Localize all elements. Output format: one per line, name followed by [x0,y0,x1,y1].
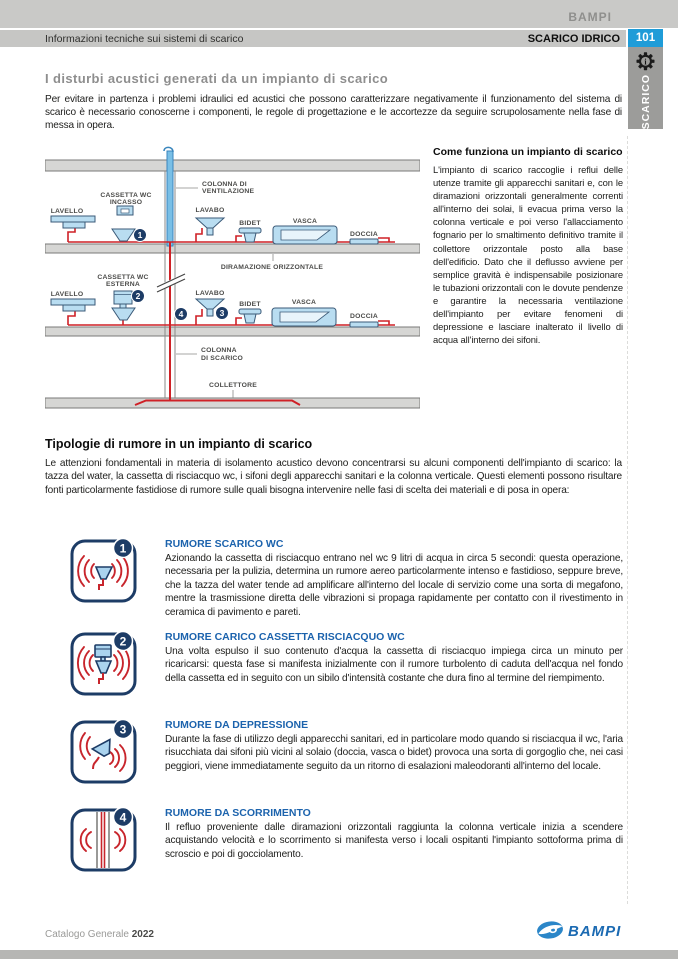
badge-1: 1 [137,230,143,240]
noise-item-3 [45,717,623,792]
drainage-system-diagram [45,146,420,414]
external-cistern-tank [114,291,132,304]
noise-item-3-text [165,717,623,792]
noise-item-1-body: Azionando la cassetta di risciacquo entrano nel wc 9 litri di acqua in circa 5 secondi: questa operazione, necessaria per la pulizia, determina un rumore aereo particolarmente intenso e fastidioso, seppure breve, che la tazza del water tende ad amplificare all'interno del locale di servizio come una sorta di megafono, mentre la trasmissione diretta delle vibrazioni si propaga rapidamente per contatto con il rivestimento in ceramica di pavimento e pareti. [165,553,623,618]
intro-paragraph: Per evitare in partenza i problemi idraulici ed acustici che possono caratterizzare negativamente il funzionamento del sistema di scarico è necessario conoscerne i componenti, le regole di progettazione e le accortezze da seguire scrupolosamente nella fase di messa in opera. [45,94,622,131]
sidebar-tab-scarico [628,47,663,129]
noise-section-intro: Le attenzioni fondamentali in materia di isolamento acustico devono concentrarsi su alcuni componenti dell'impianto di scarico: la tazza del water, la cassetta di risciacquo wc, i sifoni degli apparecchi sanitari e la colonna verticale. Questi elementi possono risultare fonti particolarmente fastidiose di rumore sulle quali bisogna intervenire nelle fasi di scelta dei materiali e di posa in opera: [45,458,622,496]
badge-2: 2 [135,291,141,301]
bottom-gray-band [0,950,678,959]
label-lavello-2: LAVELLO [50,291,84,298]
noise-item-1 [45,536,623,619]
bidet-fixture [239,309,261,314]
noise-item-4-title: RUMORE DA SCORRIMENTO [165,807,311,819]
wc-bowl [112,229,135,241]
bampi-logo-text: BAMPI [568,923,622,940]
item-2-number: 2 [119,634,127,649]
label-lavabo-1: LAVABO [195,207,225,214]
sink-fixture [51,216,95,222]
how-it-works-body: L'impianto di scarico raccoglie i reflui delle utenze tramite gli apparecchi sanitari e, con le diramazioni orizzontali generalmente correnti all'interno dei solai, li evacua prima verso la colonna verticale e poi verso l'allacciamento fognario per lo smaltimento definitivo tramite il collettore orizzontale posto alla base dell'edificio. Dato che il deflusso avviene per semplice gravità è indispensabile posizionare le tubazioni orizzontali con le dovute pendenze e garantire la necessaria ventilazione dell'impianto per evitare fenomeni di depressione e lasciare inalterato il livello di acqua all'interno dei sifoni. [433,164,623,346]
footer-year: 2022 [131,929,154,940]
label-bidet-2: BIDET [239,301,261,308]
label-lavabo-2: LAVABO [195,290,225,297]
label-collettore: COLLETTORE [209,382,257,389]
sink-fixture [51,299,95,305]
item-4-number: 4 [119,810,127,825]
badge-4: 4 [178,309,184,319]
noise-item-2 [45,629,623,704]
cistern-refill-noise-icon [68,629,138,704]
label-doccia-2: DOCCIA [349,313,379,320]
noise-item-1-title: RUMORE SCARICO WC [165,538,284,550]
fold-dash-line [627,136,628,904]
label-vasca-1: VASCA [292,218,318,225]
label-bidet-1: BIDET [239,220,261,227]
badge-3: 3 [219,308,225,318]
noise-item-2-text [165,629,623,704]
header-bar [0,30,626,47]
item-3-number: 3 [119,722,127,737]
diagram-labels [51,181,378,389]
how-it-works-column [433,146,623,346]
washbasin [196,218,224,228]
label-vasca-2: VASCA [291,299,317,306]
noise-item-3-body: Durante la fase di utilizzo degli apparecchi sanitari, ed in particolare modo quando si risciacqua il wc, l'aria risucchiata dai sifoni più vicini al solaio (doccia, vasca o bidet) provoca una sorta di gorgoglio che, nei casi peggiori, viene immediatamente seguito da un ritorno di esalazioni maleodoranti all'interno del locale. [165,734,623,772]
noise-section-title: Tipologie di rumore in un impianto di scarico [45,437,313,451]
wc-flush-noise-icon [68,536,138,619]
label-cassetta-incasso-1: CASSETTA WC [100,192,152,199]
label-cassetta-esterna-1: CASSETTA WC [97,274,149,281]
pipe-flow-noise-icon [68,805,138,880]
noise-item-4-body: Il refluo proveniente dalle diramazioni orizzontali raggiunta la colonna verticale inizia a scendere acquistando velocità e lo scorrimento si manifesta verso i locali ospitanti l'impianto sottoforma prima di scroscio e poi di gocciolamento. [165,822,623,860]
page-title: I disturbi acustici generati da un impianto di scarico [45,71,389,86]
shower-tray [350,239,378,244]
item-1-number: 1 [119,541,127,556]
noise-item-4-text [165,805,623,880]
footer-catalog-text [45,929,154,940]
label-lavello-1: LAVELLO [50,208,84,215]
header-section-title: Informazioni tecniche sui sistemi di scarico [45,32,244,45]
how-it-works-title: Come funziona un impianto di scarico [433,146,623,158]
bampi-logo [536,917,626,948]
page-number-badge: 101 [628,29,663,47]
info-glyph: i [644,57,647,67]
label-diramazione: DIRAMAZIONE ORIZZONTALE [220,264,324,271]
label-colonna-ventilazione-1: COLONNA DI [202,181,247,188]
label-cassetta-incasso-2: INCASSO [109,199,143,206]
noise-item-2-title: RUMORE CARICO CASSETTA RISCIACQUO WC [165,631,405,643]
shower-tray [350,322,378,327]
label-colonna-ventilazione-2: VENTILAZIONE [202,188,255,195]
label-colonna-scarico-2: DI SCARICO [201,355,244,362]
label-cassetta-esterna-2: ESTERNA [106,281,140,288]
footer-catalog-label: Catalogo Generale [45,929,129,940]
siphon-depression-noise-icon [68,717,138,792]
noise-item-3-title: RUMORE DA DEPRESSIONE [165,719,309,731]
header-category-title: SCARICO IDRICO [527,32,620,45]
noise-item-2-body: Una volta espulso il suo contenuto d'acqua la cassetta di risciacquo impiega circa un minuto per ricaricarsi: questa fase si manifesta inizialmente con il rumore turbolento di caduta dell'acqua nel fondo della cassetta ed in seguito con un sibilo d'intensità costante che dura fino al termine del riempimento. [165,646,623,684]
label-colonna-scarico-1: COLONNA [201,347,237,354]
label-doccia-1: DOCCIA [349,231,379,238]
sidebar-tab-label: SCARICO [639,73,652,129]
noise-item-1-text [165,536,623,619]
wc-bowl [112,308,135,320]
top-brand-text: BAMPI [568,10,612,24]
bampi-logo-icon [536,920,564,940]
bidet-fixture [239,228,261,233]
noise-item-4 [45,805,623,880]
gear-info-icon [632,52,659,71]
